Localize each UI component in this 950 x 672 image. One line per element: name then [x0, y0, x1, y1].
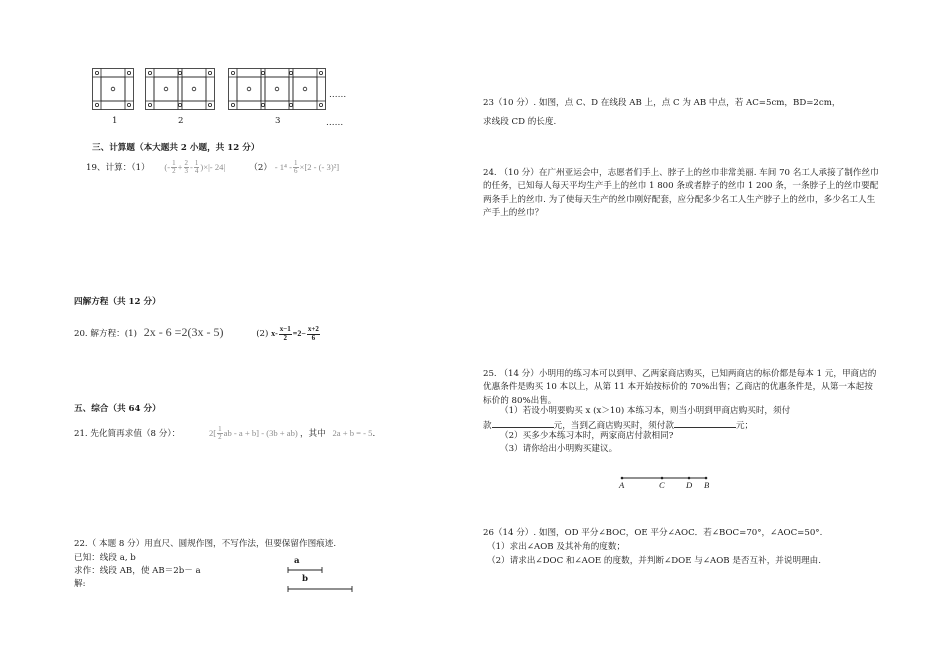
figure-label-2: 2 [178, 116, 184, 126]
q20-line [74, 325, 321, 342]
figure-ellipsis-2: …… [326, 118, 344, 128]
q19-part2-label: （2） [249, 162, 272, 173]
q22-line3: 求作：线段 AB，使 AB＝2b－ a [74, 566, 201, 576]
point-a-label: A [619, 480, 625, 490]
q21-line [74, 426, 375, 442]
section4-title: 四解方程（共 12 分） [74, 297, 161, 307]
q19-tail: )×|- 24| [200, 161, 226, 172]
q22-line2: 已知：线段 a, b [74, 553, 136, 563]
q20-eq2-frac2: $\frac{x+2}{6}$ [307, 325, 319, 342]
q26-line2: （1）求出∠AOB 及其补角的度数； [487, 542, 626, 552]
segment-a-label: a [294, 556, 300, 566]
q19-frac3: $\frac{1}{4}$ [194, 159, 199, 176]
q19-frac2: $\frac{2}{3}$ [184, 159, 188, 176]
q25-sub3: （3）请你给出小明购买建议。 [500, 444, 618, 454]
figure-label-1: 1 [112, 116, 118, 126]
q25-sub1-end: 元； [735, 421, 754, 431]
section5-title: 五、综合（共 64 分） [74, 404, 161, 414]
q20-eq2-lead: x- [271, 329, 278, 338]
segment-b-label: b [302, 574, 309, 584]
segment-a [288, 567, 324, 573]
q21-expr [208, 425, 300, 442]
pattern-figure-1 [92, 68, 134, 110]
q20-label: 20. 解方程：(1) [74, 329, 137, 339]
point-b-dot [705, 477, 708, 480]
q21-end: . [372, 428, 376, 439]
q22-line1: 22.（ 本题 8 分）用直尺、圆规作图，不写作法，但要保留作图痕迹. [74, 539, 337, 549]
q25-intro: 25. （14 分）小明用的练习本可以到甲、乙两家商店购买，已知两商店的标价都是每本 1 元，甲商店的优惠条件是购买 10 本以上，从第 11 本开始按标价的 70%出售；乙商店的优惠条件是，从第一本起按标价的 80%出售。 [483, 369, 877, 406]
q20-eq2-frac1: $\frac{x-1}{2}$ [279, 325, 291, 342]
segment-b [288, 586, 354, 592]
point-a-dot [621, 477, 624, 480]
q26-line1: 26（14 分）. 如图，OD 平分∠BOC，OE 平分∠AOC．若∠BOC=70°，∠AOC=50°. [483, 528, 823, 538]
q19-part1 [164, 159, 227, 176]
section3-title: 三、计算题（本大题共 2 小题，共 12 分） [92, 143, 260, 153]
q21-expr-tail: ab - a + b] - (3b + ab) [223, 427, 298, 438]
point-d-dot [688, 477, 691, 480]
point-d-label: D [686, 480, 693, 490]
q19-minus: - [190, 161, 193, 172]
q23-line1: 23（10 分）. 如图，点 C、D 在线段 AB 上，点 C 为 AB 中点，若 AC=5cm，BD=2cm， [483, 98, 841, 108]
q19-label: 19、计算：（1） [86, 162, 150, 173]
q19-frac1: $\frac{1}{2}$ [172, 159, 176, 176]
q19-frac4: $\frac{1}{6}$ [294, 159, 298, 176]
q21-label: 21. 先化简再求值（8 分）： [74, 428, 181, 439]
q19-line [86, 160, 339, 176]
q20-eq2-mid: =2− [292, 329, 306, 338]
q21-comma: ，其中 [299, 428, 326, 439]
q21-condition: 2a + b = - 5 [332, 427, 373, 438]
q25-sub1-pre: 款 [483, 421, 492, 431]
q20-eq2 [271, 325, 321, 342]
q21-frac: $\frac{1}{2}$ [218, 425, 222, 442]
q24-text: 24. （10 分）在广州亚运会中，志愿者们手上、脖子上的丝巾非常美丽. 车间 70 名工人承接了制作丝巾的任务，已知每人每天平均生产手上的丝巾 1 800 条或者脖子的丝巾 1 200 条，一条脖子上的丝巾要配两条手上的丝巾. 为了使每天生产的丝巾刚好配套，应分配多少名工人生产脖子上的丝巾，多少名工人生产手上的丝巾？ [483, 168, 879, 218]
q19-part2-tail: ×[2 - (- 3)²] [299, 161, 340, 172]
point-c-dot [661, 477, 664, 480]
pattern-figure-2 [145, 68, 215, 110]
q19-part2 [274, 159, 340, 176]
figure-ellipsis-1: …… [329, 90, 347, 100]
q26-line3: （2）请求出∠DOC 和∠AOE 的度数，并判断∠DOE 与∠AOB 是否互补，并说明理由. [487, 556, 821, 566]
q20-eq1: 2x - 6 =2(3x - 5) [143, 325, 224, 339]
pattern-figure-3 [228, 68, 326, 110]
q25-sub2: （2）买多少本练习本时，两家商店付款相同? [500, 431, 674, 441]
answer-blank-1[interactable] [492, 418, 554, 428]
q25-sub1-line1: （1）若设小明要购买 x (x＞10) 本练习本，则当小明到甲商店购买时，须付 [500, 406, 791, 416]
q25-sub1-line2 [483, 418, 753, 432]
point-c-label: C [659, 480, 665, 490]
q19-open: (- [164, 161, 171, 172]
q19-part2-head: - 1⁴ - [274, 161, 293, 172]
q23-line2: 求线段 CD 的长度. [483, 117, 557, 127]
answer-blank-2[interactable] [674, 418, 736, 428]
q20-part2-label: (2) [256, 329, 269, 339]
q19-plus: + [177, 161, 183, 172]
q22-line4: 解: [74, 579, 86, 589]
point-b-label: B [704, 480, 710, 490]
figure-label-3: 3 [275, 116, 281, 126]
q21-expr-head: 2[ [208, 427, 217, 438]
q25-sub1-mid: 元，当到乙商店购买时，须付款 [553, 421, 674, 431]
